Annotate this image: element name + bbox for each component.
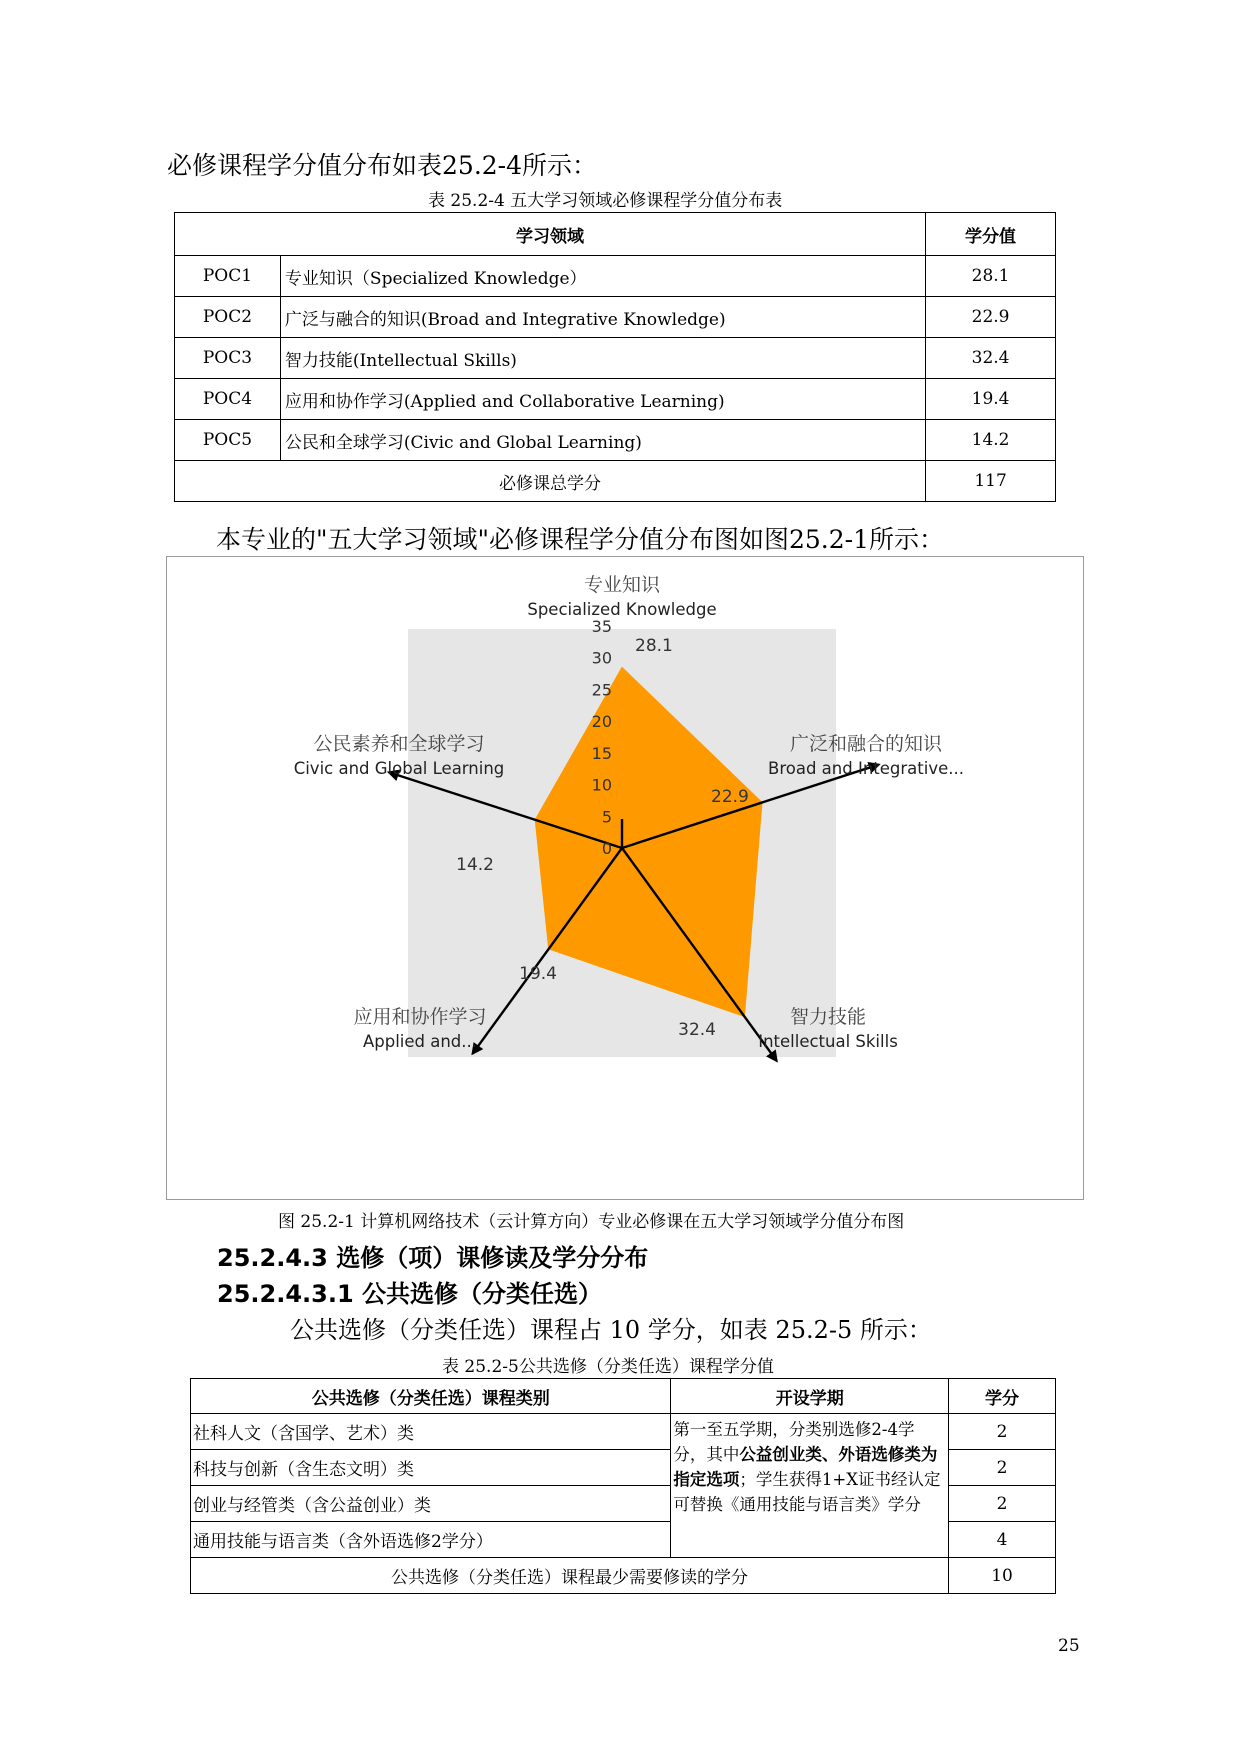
table-row	[175, 256, 1056, 297]
r-tick-label: 5	[601, 807, 612, 827]
category-label-en: Civic and Global Learning	[293, 759, 505, 778]
r-tick-label: 30	[591, 648, 612, 668]
r-tick-label: 0	[601, 839, 612, 858]
course-category: 通用技能与语言类（含外语选修2学分）	[191, 1522, 671, 1558]
course-credit: 2	[949, 1450, 1056, 1486]
credit-distribution-table	[174, 212, 1056, 502]
poc-code: POC5	[175, 420, 281, 461]
value-label: 32.4	[678, 1020, 716, 1040]
category-label-zh: 公民素养和全球学习	[313, 733, 485, 755]
table-row	[175, 420, 1056, 461]
course-credit: 2	[949, 1414, 1056, 1450]
table4-caption: 表 25.2-4 五大学习领域必修课程学分值分布表	[428, 191, 783, 211]
table-row	[175, 379, 1056, 420]
value-label: 28.1	[635, 636, 673, 656]
semester-note-bold: 公益创业类、外语选修类为指定选项	[673, 1445, 938, 1489]
total-label: 必修课总学分	[175, 461, 926, 502]
poc-name: 专业知识（Specialized Knowledge）	[280, 256, 925, 297]
total-value: 117	[926, 461, 1056, 502]
category-label-zh: 专业知识	[583, 574, 661, 596]
intro-paragraph-table4: 必修课程学分值分布如表25.2-4所示：	[167, 151, 598, 180]
poc-name: 公民和全球学习(Civic and Global Learning)	[280, 420, 925, 461]
total-value: 10	[949, 1558, 1056, 1594]
radar-chart-frame	[166, 556, 1084, 1200]
header-semester: 开设学期	[671, 1379, 949, 1414]
section-heading: 25.2.4.3 选修（项）课修读及学分分布	[217, 1244, 649, 1272]
table-row	[175, 338, 1056, 379]
category-label-en: Intellectual Skills	[758, 1032, 898, 1051]
course-credit: 4	[949, 1522, 1056, 1558]
course-category: 创业与经管类（含公益创业）类	[191, 1486, 671, 1522]
r-tick-label: 20	[591, 712, 612, 732]
semester-note-text-end: ；学生获得1+X证书经认定可替换《通用技能与语言类》学分	[673, 1470, 941, 1514]
table-header-row	[175, 213, 1056, 256]
course-category: 社科人文（含国学、艺术）类	[191, 1414, 671, 1450]
semester-note	[671, 1414, 949, 1558]
r-tick-label: 25	[591, 680, 612, 700]
poc-code: POC2	[175, 297, 281, 338]
poc-value: 32.4	[926, 338, 1056, 379]
poc-name: 广泛与融合的知识(Broad and Integrative Knowledge)	[280, 297, 925, 338]
table-total-row	[175, 461, 1056, 502]
category-label-en: Specialized Knowledge	[527, 600, 717, 619]
total-label: 公共选修（分类任选）课程最少需要修读的学分	[191, 1558, 949, 1594]
category-label-en: Broad and Integrative...	[768, 759, 964, 778]
category-label-zh: 智力技能	[789, 1006, 867, 1028]
poc-name: 应用和协作学习(Applied and Collaborative Learning)	[280, 379, 925, 420]
category-label-en: Applied and...	[362, 1032, 478, 1051]
table-row	[175, 297, 1056, 338]
table-header-row	[191, 1379, 1056, 1414]
subsection-heading: 25.2.4.3.1 公共选修（分类任选）	[217, 1280, 603, 1308]
r-tick-label: 15	[591, 743, 612, 763]
poc-name: 智力技能(Intellectual Skills)	[280, 338, 925, 379]
value-label: 14.2	[456, 855, 494, 875]
poc-code: POC4	[175, 379, 281, 420]
poc-code: POC3	[175, 338, 281, 379]
category-label-zh: 广泛和融合的知识	[789, 733, 943, 755]
header-credit-value: 学分值	[926, 213, 1056, 256]
poc-value: 22.9	[926, 297, 1056, 338]
page-number: 25	[1058, 1636, 1080, 1656]
poc-value: 14.2	[926, 420, 1056, 461]
poc-value: 19.4	[926, 379, 1056, 420]
poc-value: 28.1	[926, 256, 1056, 297]
semester-note-text: 第一至五学期，分类别选修2-4学分，其中	[673, 1420, 915, 1464]
table-total-row	[191, 1558, 1056, 1594]
course-category: 科技与创新（含生态文明）类	[191, 1450, 671, 1486]
header-learning-area: 学习领域	[175, 213, 926, 256]
intro-paragraph-table5: 公共选修（分类任选）课程占 10 学分，如表 25.2-5 所示：	[290, 1316, 932, 1344]
public-elective-table	[190, 1378, 1056, 1594]
value-label: 22.9	[711, 787, 749, 807]
value-label: 19.4	[519, 964, 557, 984]
r-tick-label: 10	[591, 775, 612, 795]
course-credit: 2	[949, 1486, 1056, 1522]
header-course-category: 公共选修（分类任选）课程类别	[191, 1379, 671, 1414]
r-tick-label: 35	[591, 617, 612, 636]
radar-chart	[167, 557, 1083, 1199]
intro-paragraph-chart: 本专业的"五大学习领域"必修课程学分值分布图如图25.2-1所示：	[216, 525, 945, 554]
figure-caption: 图 25.2-1 计算机网络技术（云计算方向）专业必修课在五大学习领域学分值分布图	[278, 1212, 905, 1232]
poc-code: POC1	[175, 256, 281, 297]
header-credit: 学分	[949, 1379, 1056, 1414]
category-label-zh: 应用和协作学习	[353, 1006, 487, 1028]
table-row	[191, 1414, 1056, 1450]
table5-caption: 表 25.2-5公共选修（分类任选）课程学分值	[442, 1357, 774, 1377]
